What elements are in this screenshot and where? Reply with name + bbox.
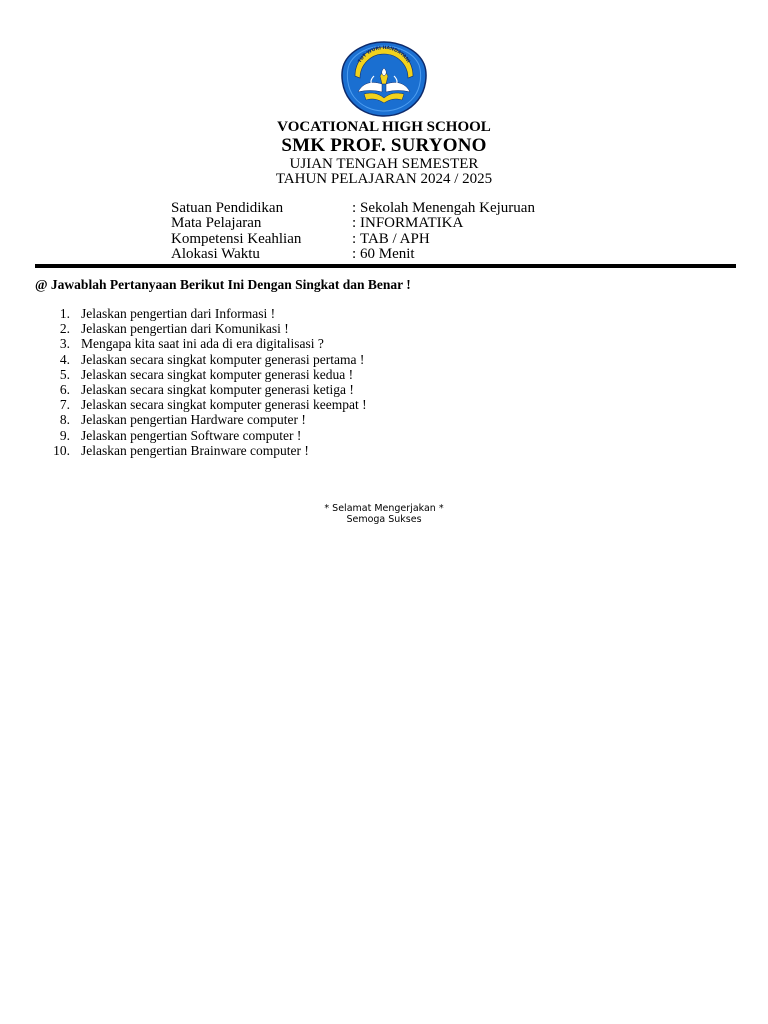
info-separator: : bbox=[352, 200, 357, 216]
question-number: 5. bbox=[59, 366, 70, 382]
tut-wuri-handayani-logo bbox=[340, 40, 428, 118]
question-text: Mengapa kita saat ini ada di era digitalisasi ? bbox=[81, 336, 324, 352]
school-name: SMK PROF. SURYONO bbox=[281, 135, 487, 156]
question-text: Jelaskan pengertian Hardware computer ! bbox=[81, 412, 306, 428]
question-number: 2. bbox=[59, 321, 70, 337]
question-text: Jelaskan pengertian dari Komunikasi ! bbox=[81, 321, 289, 337]
info-row-satuan-pendidikan bbox=[171, 201, 591, 216]
header-divider bbox=[35, 264, 736, 268]
closing-greeting: * Selamat Mengerjakan * bbox=[324, 503, 444, 514]
info-label: Satuan Pendidikan bbox=[171, 200, 284, 216]
info-separator: : bbox=[352, 230, 357, 247]
instruction-text: @ Jawablah Pertanyaan Berikut Ini Dengan Singkat dan Benar ! bbox=[35, 277, 411, 292]
info-row-alokasi-waktu bbox=[171, 247, 591, 262]
question-number: 7. bbox=[59, 397, 70, 413]
info-separator: : bbox=[352, 215, 357, 232]
info-value: 60 Menit bbox=[360, 245, 415, 262]
question-number: 6. bbox=[59, 381, 70, 397]
info-label: Mata Pelajaran bbox=[171, 215, 262, 232]
question-text: Jelaskan secara singkat komputer generasi keempat ! bbox=[81, 397, 367, 413]
closing-wish: Semoga Sukses bbox=[346, 514, 422, 525]
question-text: Jelaskan pengertian Brainware computer ! bbox=[81, 442, 309, 458]
logo-motto-text: TUT WURI HANDAYANI bbox=[357, 45, 411, 65]
info-value: TAB / APH bbox=[360, 230, 430, 247]
question-text: Jelaskan secara singkat komputer generasi ketiga ! bbox=[81, 381, 354, 397]
info-row-mata-pelajaran bbox=[171, 216, 591, 231]
question-number: 8. bbox=[59, 412, 70, 428]
question-number: 1. bbox=[59, 306, 70, 321]
question-number: 4. bbox=[59, 351, 70, 367]
info-separator: : bbox=[352, 245, 357, 262]
question-text: Jelaskan pengertian dari Informasi ! bbox=[81, 306, 276, 321]
info-value: INFORMATIKA bbox=[360, 215, 464, 232]
info-label: Kompetensi Keahlian bbox=[171, 230, 302, 247]
question-number: 10. bbox=[53, 442, 70, 458]
question-text: Jelaskan secara singkat komputer generasi pertama ! bbox=[81, 351, 365, 367]
info-value: Sekolah Menengah Kejuruan bbox=[360, 200, 535, 216]
question-text: Jelaskan secara singkat komputer generasi kedua ! bbox=[81, 366, 354, 382]
question-text: Jelaskan pengertian Software computer ! bbox=[81, 427, 302, 443]
info-row-kompetensi-keahlian bbox=[171, 232, 591, 247]
school-type: VOCATIONAL HIGH SCHOOL bbox=[277, 119, 491, 135]
info-label: Alokasi Waktu bbox=[171, 245, 260, 262]
exam-title: UJIAN TENGAH SEMESTER bbox=[289, 156, 479, 172]
question-number: 9. bbox=[59, 427, 70, 443]
academic-year: TAHUN PELAJARAN 2024 / 2025 bbox=[275, 171, 493, 187]
exam-info-table bbox=[171, 201, 591, 262]
question-number: 3. bbox=[59, 336, 70, 352]
